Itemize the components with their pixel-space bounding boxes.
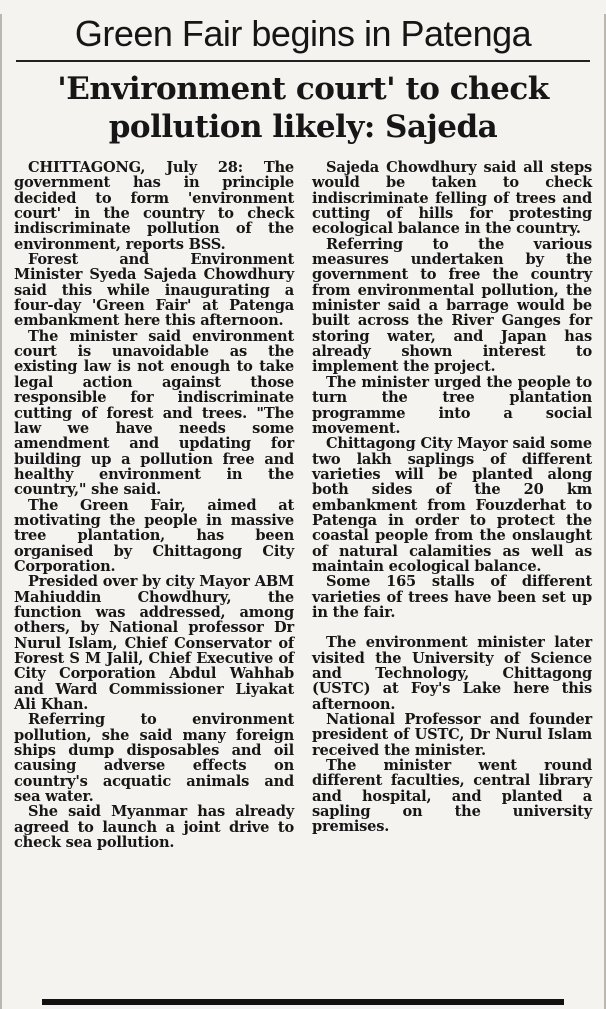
article-body: [14, 160, 592, 850]
paragraph: Referring to the various measures undertaken by the government to free the country from environmental pollution, the minister said a barrage would be built across the River Ganges for storing water, and Japan has already shown interest to implement the project.: [312, 235, 592, 376]
paragraph: She said Myanmar has already agreed to launch a joint drive to check sea pollution.: [14, 803, 294, 852]
paragraph: Sajeda Chowdhury said all steps would be taken to check indiscriminate felling of trees and cutting of hills for protesting ecological balance in the country.: [312, 159, 592, 238]
newspaper-clipping: [0, 14, 606, 1009]
headline-line-1: 'Environment court' to check: [57, 71, 549, 107]
main-headline: [12, 70, 594, 146]
paragraph: The minister said environment court is unavoidable as the existing law is not enough to take legal action against those responsible for indiscriminate cutting of forest and trees. "The law we have needs some amendment and updating for building up a pollution free and healthy environment in the country," she said.: [14, 327, 294, 499]
paragraph: National Professor and founder president of USTC, Dr Nurul Islam received the minister.: [312, 711, 592, 759]
article-column-right: [312, 160, 592, 850]
bottom-rule: [42, 999, 564, 1005]
paragraph: Forest and Environment Minister Syeda Sajeda Chowdhury said this while inaugurating a four-day 'Green Fair' at Patenga embankment here this afternoon.: [14, 251, 294, 330]
paragraph: Chittagong City Mayor said some two lakh saplings of different varieties will be planted along both sides of the 20 km embankment from Fouzderhat to Patenga in order to protect the coastal people from the onslaught of natural calamities as well as maintain ecological balance.: [312, 435, 592, 575]
headline-rule: [16, 60, 590, 62]
paragraph: The minister urged the people to turn the tree plantation programme into a social movement.: [312, 373, 592, 437]
paragraph: CHITTAGONG, July 28: The government has in principle decided to form 'environment court' in the country to check indiscriminate pollution of the environment, reports BSS.: [14, 159, 294, 253]
paragraph: Referring to environment pollution, she said many foreign ships dump disposables and oil causing adverse effects on country's acquatic animals and sea water.: [14, 711, 294, 806]
dateline: CHITTAGONG, July 28:: [28, 159, 243, 176]
paragraph: The minister went round different faculties, central library and hospital, and planted a sapling on the university premises.: [312, 757, 592, 836]
kicker-headline: Green Fair begins in Patenga: [74, 13, 532, 54]
paragraph: Presided over by city Mayor ABM Mahiuddin Chowdhury, the function was addressed, among others, by National professor Dr Nurul Islam, Chief Conservator of Forest S M Jalil, Chief Executive of City Corporation Abdul Wahhab and Ward Commissioner Liyakat Ali Khan.: [14, 573, 294, 714]
paragraph: Some 165 stalls of different varieties of trees have been set up in the fair.: [312, 573, 592, 621]
article-column-left: [14, 160, 294, 850]
paragraph: The environment minister later visited the University of Science and Technology, Chittagong (USTC) at Foy's Lake here this afternoon.: [312, 634, 592, 713]
headline-line-2: pollution likely: Sajeda: [108, 109, 498, 145]
paragraph: The Green Fair, aimed at motivating the people in massive tree plantation, has been organised by Chittagong City Corporation.: [14, 496, 294, 575]
